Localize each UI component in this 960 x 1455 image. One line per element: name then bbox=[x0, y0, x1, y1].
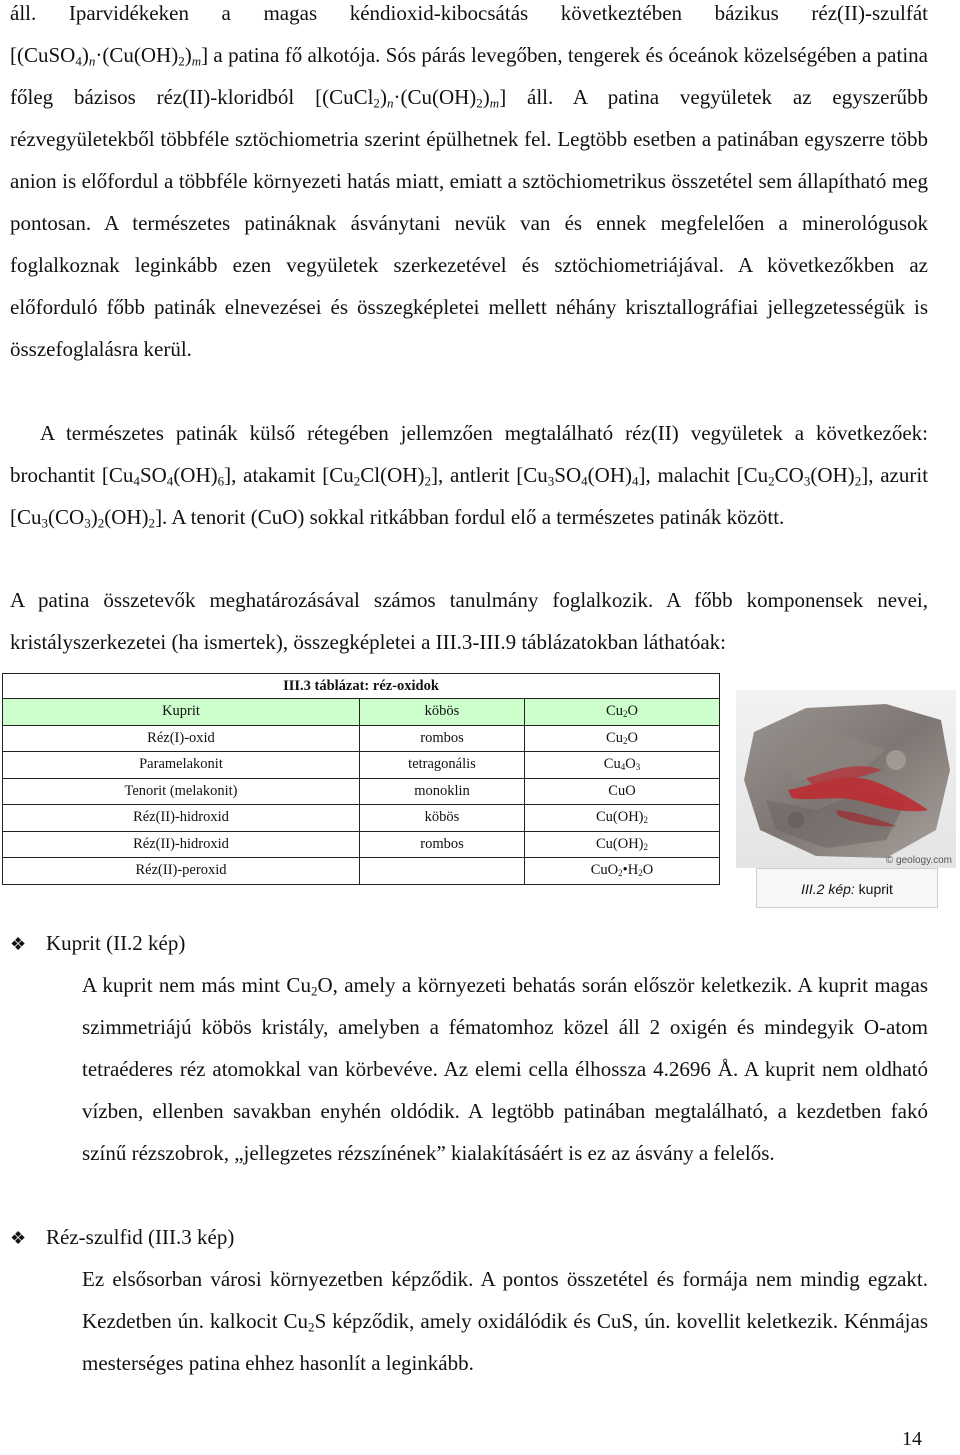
mineral-name-cell: Réz(II)-hidroxid bbox=[3, 831, 360, 858]
formula-cell: $Cu(OH)_2$ bbox=[525, 831, 720, 858]
table-caption: III.3 táblázat: réz-oxidok bbox=[3, 674, 720, 699]
crystal-system-cell: monoklin bbox=[360, 778, 525, 805]
table-row bbox=[3, 699, 720, 726]
paragraph-kuprit: A kuprit nem más mint $Cu_2O$, amely a környezeti behatás során először keletkezik. A kuprit magas szimmetriájú köbös kristály, amelyben a fématomhoz közel áll 2 oxigén és mindegyik O-atom tetraéderes réz atomokkal van körbevéve. Az elemi cella élhossza 4.2696 Å. A kuprit nem oldható vízben, ellenben savakban enyhén oldódik. A legtöbb patinában megtalálható, a kezdetben fakó színű rézszobrok, „jellegzetes rézszínének” kialakításáért is ez az ásvány a felelős. bbox=[82, 973, 928, 1165]
mineral-name-cell: Réz(I)-oxid bbox=[3, 725, 360, 752]
bullet-heading-kuprit: ❖ Kuprit (II.2 kép) bbox=[10, 922, 185, 965]
mineral-name-cell: Réz(II)-peroxid bbox=[3, 858, 360, 885]
paragraph-components-intro: A patina összetevők meghatározásával számos tanulmány foglalkozik. A főbb komponensek nevei, kristályszerkezetei (ha ismertek), összegképletei a III.3-III.9 táblázatokban láthatóak: bbox=[10, 588, 928, 654]
crystal-system-cell bbox=[360, 858, 525, 885]
copper-oxides-table bbox=[2, 673, 720, 885]
formula-cell: $Cu_4O_3$ bbox=[525, 752, 720, 779]
figure-caption: III.2 kép: kuprit bbox=[756, 868, 938, 908]
formula-cell: $CuO_2•H_2O$ bbox=[525, 858, 720, 885]
table-row bbox=[3, 805, 720, 832]
formula-cell: $Cu_2O$ bbox=[525, 725, 720, 752]
diamond-bullet-icon: ❖ bbox=[10, 934, 27, 954]
page-number: 14 bbox=[902, 1428, 922, 1450]
crystal-system-cell: köbös bbox=[360, 805, 525, 832]
bullet-heading-rez-szulfid: ❖ Réz-szulfid (III.3 kép) bbox=[10, 1216, 234, 1259]
table-row bbox=[3, 858, 720, 885]
crystal-system-cell: köbös bbox=[360, 699, 525, 726]
paragraph-patina-intro: áll. Iparvidékeken a magas kéndioxid-kibocsátás következtében bázikus réz(II)-szulfát $[(CuSO_4)_n\cdot(Cu(OH)_2)_m]$ a patina fő alkotója. Sós párás levegőben, tengerek és óceánok közelségében a patina főleg bázisos réz(II)-kloridból $[(CuCl_2)_n\cdot(Cu(OH)_2)_m]$ áll. A patina vegyületek az egyszerűbb rézvegyületekből többféle sztöchiometria szerint épülhetnek fel. Legtöbb esetben a patinában egyszerre több anion is előfordul a többféle környezeti hatás miatt, emiatt a sztöchiometrikus összetétel sem állapítható meg pontosan. A természetes patináknak ásványtani nevük van és ennek megfelelően a minerológusok foglalkoznak leginkább ezen vegyületek szerkezetével és sztöchiometriájával. A következőkben az előforduló főbb patinák elnevezései és összegképletei mellett néhány krisztallográfiai jellegzetességük is összefoglalásra kerül. bbox=[10, 1, 929, 361]
mineral-name-cell: Tenorit (melakonit) bbox=[3, 778, 360, 805]
cuprite-rock-image bbox=[736, 690, 956, 868]
formula-cell: $Cu_2O$ bbox=[525, 699, 720, 726]
formula-cell: $Cu(OH)_2$ bbox=[525, 805, 720, 832]
diamond-bullet-icon: ❖ bbox=[10, 1228, 27, 1248]
table-row bbox=[3, 831, 720, 858]
photo-credit: © geology.com bbox=[885, 855, 952, 866]
paragraph-natural-patinas: A természetes patinák külső rétegében jellemzően megtalálható réz(II) vegyületek a következőek: brochantit $[Cu_4SO_4(OH)_6]$, atakamit $[Cu_2Cl(OH)_2]$, antlerit $[Cu_3SO_4(OH)_4]$, malachit $[Cu_2CO_3(OH)_2]$, azurit $[Cu_3(CO_3)_2(OH)_2]$. A tenorit (CuO) sokkal ritkábban fordul elő a természetes patinák között. bbox=[10, 421, 929, 531]
mineral-name-cell: Réz(II)-hidroxid bbox=[3, 805, 360, 832]
cuprite-mineral-photo bbox=[736, 690, 956, 868]
crystal-system-cell: rombos bbox=[360, 831, 525, 858]
paragraph-rez-szulfid: Ez elsősorban városi környezetben képződik. A pontos összetétel és formája nem mindig egzakt. Kezdetben ún. kalkocit $Cu_2S$ képződik, amely oxidálódik és CuS, ún. kovellit keletkezik. Kénmájas mesterséges patina ehhez hasonlít a leginkább. bbox=[82, 1267, 929, 1375]
table-row bbox=[3, 778, 720, 805]
mineral-name-cell: Paramelakonit bbox=[3, 752, 360, 779]
formula-cell: CuO bbox=[525, 778, 720, 805]
table-row bbox=[3, 752, 720, 779]
table-row bbox=[3, 725, 720, 752]
crystal-system-cell: rombos bbox=[360, 725, 525, 752]
mineral-name-cell: Kuprit bbox=[3, 699, 360, 726]
crystal-system-cell: tetragonális bbox=[360, 752, 525, 779]
